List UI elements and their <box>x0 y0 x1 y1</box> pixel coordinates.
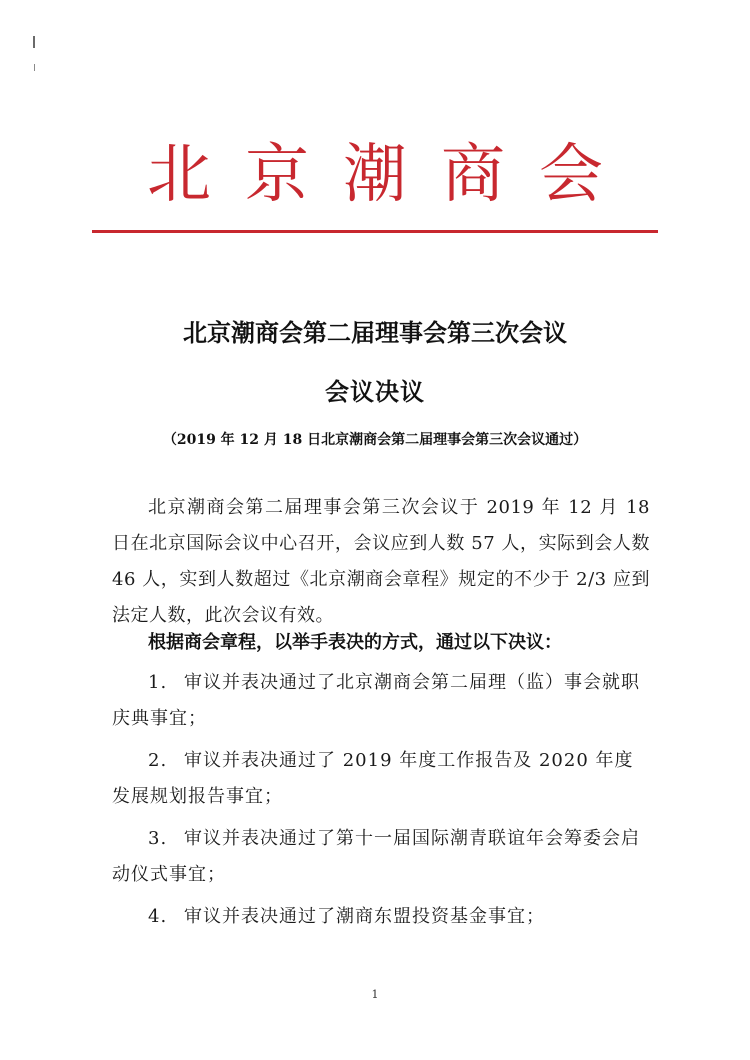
intro-paragraph: 北京潮商会第二届理事会第三次会议于 2019 年 12 月 18 日在北京国际会议中心召开，会议应到人数 57 人，实际到会人数 46 人，实到人数超过《北京潮商会章程》规定的不少于 2/3 应到法定人数，此次会议有效。 <box>112 497 650 626</box>
resolution-item <box>112 743 650 815</box>
letterhead-title: 北京潮商会 <box>147 138 637 212</box>
document-title: 北京潮商会第二届理事会第三次会议 <box>183 318 567 347</box>
item-number: 3. <box>148 828 168 849</box>
scan-artifact <box>33 36 35 48</box>
item-text: 审议并表决通过了北京潮商会第二届理（监）事会就职庆典事宜； <box>112 672 640 729</box>
item-text: 审议并表决通过了潮商东盟投资基金事宜； <box>184 906 545 927</box>
item-text: 审议并表决通过了第十一届国际潮青联谊年会筹委会启动仪式事宜； <box>112 828 640 885</box>
item-number: 1. <box>148 672 168 693</box>
document-subtitle: 会议决议 <box>325 377 425 406</box>
resolution-item <box>112 821 650 893</box>
adoption-note: （2019 年 12 月 18 日北京潮商会第二届理事会第三次会议通过） <box>162 432 588 448</box>
scan-artifact <box>34 64 35 71</box>
page-number: 1 <box>371 988 379 1001</box>
resolution-lead: 根据商会章程，以举手表决的方式，通过以下决议： <box>148 632 562 653</box>
letterhead-rule <box>92 230 658 233</box>
resolution-item <box>112 665 650 737</box>
item-text: 审议并表决通过了 2019 年度工作报告及 2020 年度发展规划报告事宜； <box>112 750 634 807</box>
resolution-item <box>112 899 650 935</box>
item-number: 4. <box>148 906 168 927</box>
item-number: 2. <box>148 750 168 771</box>
